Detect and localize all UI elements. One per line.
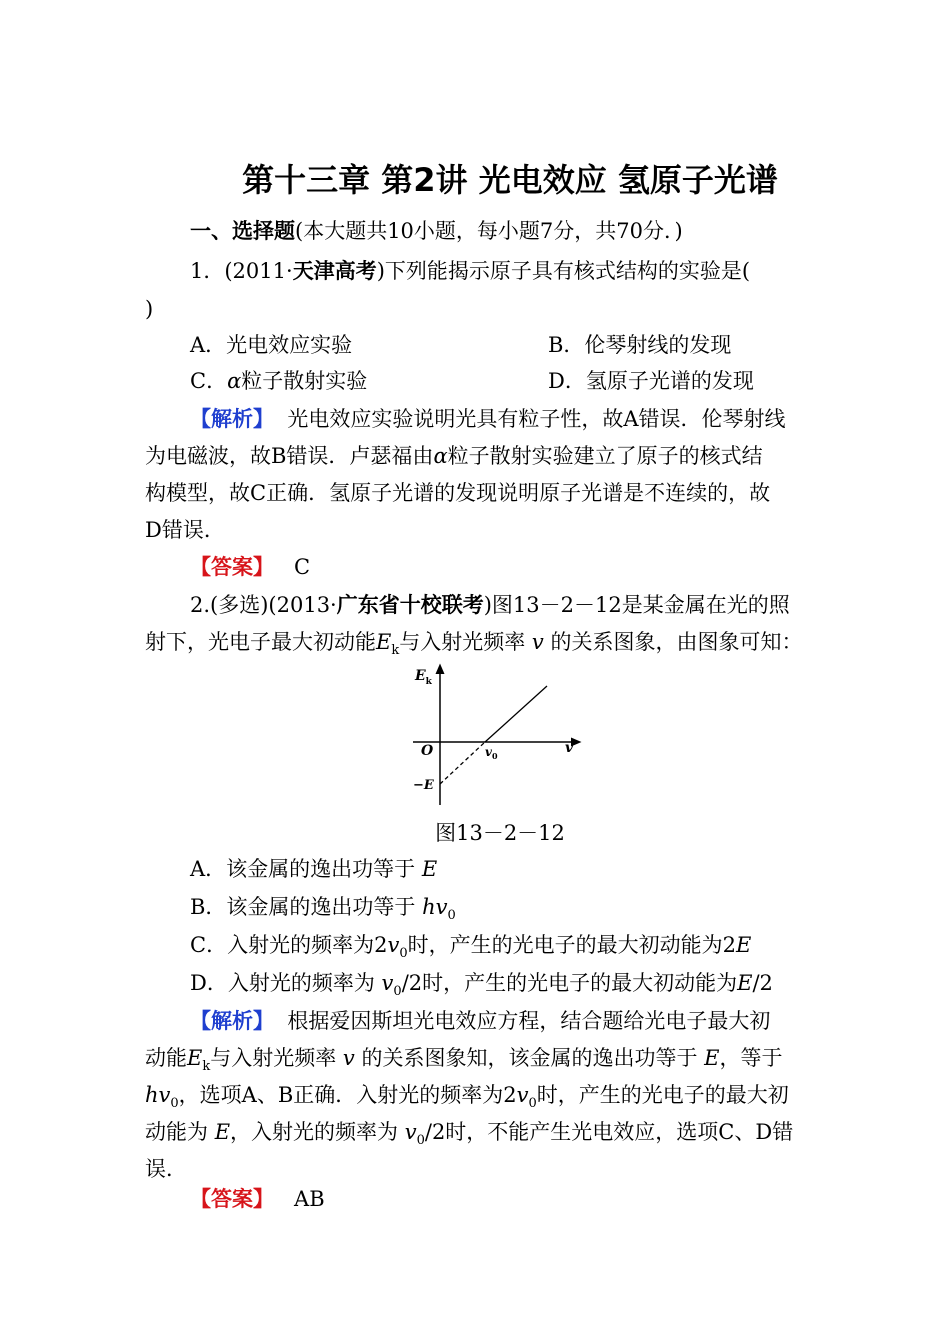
q1-analysis-line-3: 构模型，故C正确．氢原子光谱的发现说明原子光谱是不连续的，故	[145, 481, 771, 505]
q2-source: 广东省十校联考	[336, 593, 484, 617]
q1-analysis-line-1: 【解析】 光电效应实验说明光具有粒子性，故A错误．伦琴射线	[190, 407, 786, 431]
q1-answer	[190, 552, 310, 582]
q1-stem: 1．(2011·天津高考)下列能揭示原子具有核式结构的实验是(	[190, 259, 751, 283]
q1-stem-close: )	[145, 297, 154, 321]
q1-option-c: C．α粒子散射实验	[190, 369, 368, 393]
q2-option-c: C．入射光的频率为$2v_0$时，产生的光电子的最大初动能为2E	[190, 933, 752, 962]
q2-option-b: B．该金属的逸出功等于 $hv_0$	[190, 895, 456, 924]
q2-answer-label: 【答案】	[190, 1187, 274, 1211]
q1-option-a: A．光电效应实验	[190, 333, 353, 357]
q2-option-a: A．该金属的逸出功等于 E	[190, 857, 438, 881]
section-label: 一、选择题	[190, 219, 295, 243]
q2-analysis-line-1: 【解析】 根据爱因斯坦光电效应方程，结合题给光电子最大初	[190, 1009, 771, 1033]
y-axis-label: $E_k$	[415, 668, 432, 687]
q2-analysis-line-5: 误．	[145, 1157, 187, 1181]
q1-option-b: B．伦琴射线的发现	[548, 333, 732, 357]
ek-v-graph	[405, 660, 585, 810]
section-heading	[190, 216, 683, 246]
q1-source: 天津高考	[292, 259, 377, 283]
page-title: 第十三章 第2讲 光电效应 氢原子光谱	[242, 161, 778, 199]
graph-line-solid	[485, 686, 547, 742]
q1-analysis-line-4: D错误．	[145, 518, 225, 542]
nu0-label: $v_0$	[485, 745, 498, 761]
graph-line-dashed	[440, 742, 485, 784]
q1-analysis-line-2: 为电磁波，故B错误．卢瑟福由α粒子散射实验建立了原子的核式结	[145, 444, 763, 468]
q1-answer-value: C	[294, 555, 311, 579]
q2-stem-line-2: 射下，光电子最大初动能$E_k$与入射光频率 v 的关系图象，由图象可知：	[145, 630, 803, 659]
q2-stem: 2.(多选)(2013·广东省十校联考)图13－2－12是某金属在光的照	[190, 593, 790, 617]
q2-analysis-label: 【解析】	[190, 1009, 274, 1033]
neg-e-label: −E	[413, 778, 434, 793]
q2-analysis-line-4: 动能为 E，入射光的频率为 $v_0/2$时，不能产生光电效应，选项C、D错	[145, 1120, 794, 1149]
section-note: (本大题共10小题，每小题7分，共70分．)	[295, 219, 683, 243]
q1-analysis-label: 【解析】	[190, 407, 274, 431]
q2-option-d: D．入射光的频率为 $v_0/2$时，产生的光电子的最大初动能为E/2	[190, 971, 773, 1000]
figure-caption: 图13－2－12	[435, 821, 565, 845]
q1-option-d: D．氢原子光谱的发现	[548, 369, 754, 393]
q2-answer	[190, 1184, 325, 1214]
q2-analysis-line-3: $hv_0$，选项A、B正确．入射光的频率为$2v_0$时，产生的光电子的最大初	[145, 1083, 789, 1112]
q2-answer-value: AB	[294, 1187, 325, 1211]
q2-analysis-line-2: 动能$E_k$与入射光频率 v 的关系图象知，该金属的逸出功等于 E，等于	[145, 1046, 783, 1075]
q1-answer-label: 【答案】	[190, 555, 274, 579]
origin-label: O	[421, 743, 434, 759]
x-axis-label: v	[565, 740, 574, 756]
